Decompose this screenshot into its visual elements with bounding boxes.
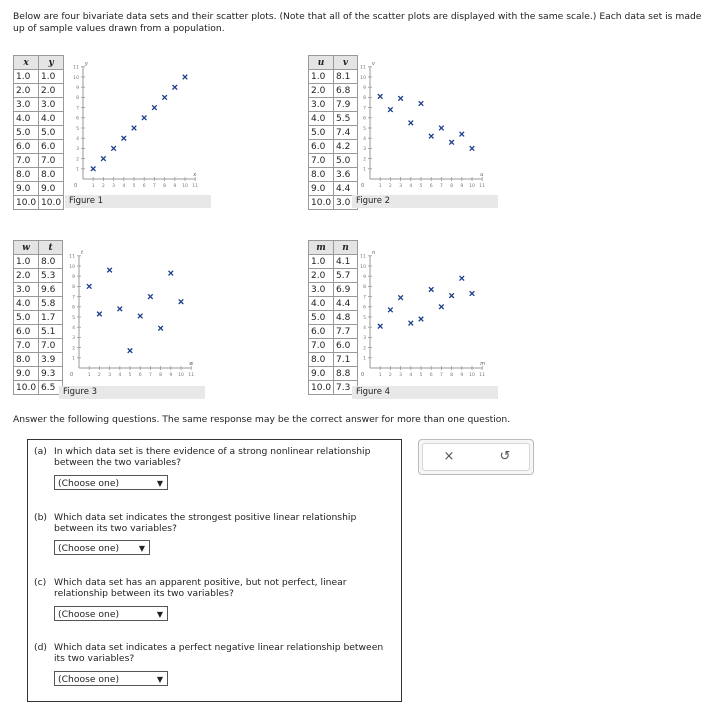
- y-tick-label: 6: [72, 305, 75, 311]
- y-tick-label: 6: [363, 305, 366, 311]
- origin-label: 0: [361, 372, 365, 378]
- col-header: x: [14, 56, 39, 70]
- table-cell: 5.0: [309, 126, 334, 140]
- data-point: [107, 268, 112, 273]
- data-table: [308, 55, 358, 210]
- table-cell: 6.8: [334, 84, 358, 98]
- x-axis-label: x: [193, 172, 197, 178]
- y-tick-label: 3: [363, 147, 366, 153]
- table-cell: 7.7: [334, 325, 358, 339]
- y-tick-label: 3: [76, 147, 79, 153]
- figure-4: [308, 240, 508, 400]
- data-point: [439, 305, 444, 310]
- y-tick-label: 10: [69, 264, 75, 270]
- caret-down-icon: ▼: [156, 479, 163, 488]
- table-cell: 7.9: [334, 98, 358, 112]
- y-tick-label: 9: [72, 275, 75, 280]
- table-cell: 1.0: [309, 70, 334, 84]
- action-panel: [418, 439, 534, 475]
- table-cell: 3.6: [334, 168, 358, 182]
- scatter-plot: [69, 57, 209, 189]
- figure-2: [308, 55, 508, 210]
- y-tick-label: 3: [72, 336, 75, 342]
- data-point: [419, 317, 424, 322]
- data-point: [470, 146, 475, 151]
- x-tick-label: 4: [118, 373, 122, 378]
- table-cell: 7.0: [309, 339, 334, 353]
- y-tick-label: 11: [73, 65, 79, 71]
- y-tick-label: 2: [363, 346, 366, 352]
- table-cell: 8.0: [14, 353, 39, 367]
- x-tick-label: 3: [112, 184, 116, 189]
- table-cell: 5.5: [334, 112, 358, 126]
- table-cell: 3.0: [309, 98, 334, 112]
- data-point: [158, 326, 163, 331]
- x-tick-label: 4: [409, 373, 413, 378]
- x-tick-label: 9: [173, 184, 177, 189]
- question-a: [34, 446, 396, 468]
- x-tick-label: 10: [178, 373, 184, 378]
- data-point: [388, 107, 393, 112]
- y-tick-label: 4: [363, 326, 366, 331]
- table-cell: 9.3: [39, 367, 63, 381]
- x-tick-label: 10: [469, 373, 475, 378]
- y-tick-label: 1: [72, 356, 75, 362]
- table-cell: 7.4: [334, 126, 358, 140]
- y-tick-label: 8: [72, 285, 75, 291]
- x-tick-label: 7: [148, 373, 152, 378]
- table-cell: 6.0: [14, 325, 39, 339]
- table-cell: 7.0: [39, 339, 63, 353]
- x-tick-label: 7: [439, 373, 443, 378]
- x-tick-label: 11: [192, 184, 199, 189]
- table-cell: 7.0: [14, 154, 39, 168]
- table-cell: 7.0: [14, 339, 39, 353]
- table-cell: 4.2: [334, 140, 358, 154]
- table-cell: 3.0: [14, 283, 39, 297]
- data-point: [460, 276, 465, 281]
- table-cell: 5.0: [14, 311, 39, 325]
- x-tick-label: 5: [419, 184, 423, 189]
- table-cell: 5.0: [14, 126, 39, 140]
- x-axis-label: w: [189, 361, 194, 367]
- col-header: t: [39, 241, 63, 255]
- table-cell: 5.0: [334, 154, 358, 168]
- caret-down-icon: ▼: [138, 544, 145, 553]
- table-cell: 6.0: [309, 325, 334, 339]
- question-text: In which data set is there evidence of a strong nonlinear relationship between the two variables?: [54, 446, 371, 468]
- x-tick-label: 2: [97, 373, 101, 378]
- x-tick-label: 1: [378, 373, 382, 378]
- data-point: [429, 134, 434, 139]
- table-cell: 3.0: [39, 98, 64, 112]
- table-cell: 2.0: [14, 269, 39, 283]
- table-cell: 6.0: [309, 140, 334, 154]
- y-axis-label: v: [372, 60, 375, 67]
- question-text: Which data set indicates a perfect negative linear relationship between its two variables?: [54, 642, 384, 664]
- x-tick-label: 1: [378, 184, 382, 189]
- x-tick-label: 3: [108, 373, 112, 378]
- y-tick-label: 2: [72, 346, 75, 352]
- y-tick-label: 4: [363, 137, 366, 142]
- col-header: n: [334, 241, 358, 255]
- x-tick-label: 8: [450, 184, 454, 189]
- col-header: y: [39, 56, 64, 70]
- table-cell: 10.0: [14, 196, 39, 210]
- x-tick-label: 8: [163, 184, 167, 189]
- col-header: w: [14, 241, 39, 255]
- table-cell: 1.0: [309, 255, 334, 269]
- data-table: [308, 240, 358, 395]
- x-tick-label: 6: [138, 373, 142, 378]
- table-cell: 5.3: [39, 269, 63, 283]
- table-cell: 7.0: [39, 154, 64, 168]
- x-tick-label: 11: [479, 373, 486, 378]
- table-cell: 2.0: [309, 84, 334, 98]
- figure-3: [13, 240, 213, 400]
- table-cell: 4.0: [309, 297, 334, 311]
- table-cell: 4.4: [334, 182, 358, 196]
- x-tick-label: 7: [439, 184, 443, 189]
- table-cell: 3.0: [309, 283, 334, 297]
- question-label: (a): [34, 446, 47, 457]
- x-tick-label: 3: [399, 373, 403, 378]
- data-point: [398, 96, 403, 101]
- y-tick-label: 3: [363, 336, 366, 342]
- data-point: [439, 126, 444, 131]
- y-axis-label: n: [372, 249, 376, 256]
- figure-caption: Figure 1: [65, 195, 211, 208]
- y-tick-label: 1: [76, 167, 79, 173]
- data-point: [449, 293, 454, 298]
- y-tick-label: 1: [363, 356, 366, 362]
- data-point: [97, 312, 102, 317]
- x-tick-label: 9: [460, 373, 464, 378]
- scatter-plot: [356, 246, 496, 378]
- data-point: [388, 308, 393, 313]
- table-cell: 3.0: [334, 196, 358, 210]
- y-tick-label: 2: [363, 157, 366, 163]
- y-tick-label: 9: [76, 86, 79, 91]
- x-tick-label: 8: [450, 373, 454, 378]
- select-value: (Choose one): [58, 478, 120, 489]
- y-tick-label: 7: [72, 295, 75, 301]
- y-tick-label: 8: [363, 96, 366, 102]
- table-cell: 2.0: [14, 84, 39, 98]
- scatter-plot: [65, 246, 205, 378]
- data-point: [173, 85, 178, 90]
- data-point: [409, 121, 414, 126]
- table-cell: 9.0: [309, 367, 334, 381]
- origin-label: 0: [70, 372, 74, 378]
- data-point: [142, 116, 147, 121]
- table-cell: 10.0: [309, 196, 334, 210]
- table-cell: 4.0: [14, 112, 39, 126]
- question-label: (c): [34, 577, 47, 588]
- y-tick-label: 11: [360, 65, 366, 71]
- y-tick-label: 10: [73, 75, 79, 81]
- data-point: [111, 146, 116, 151]
- x-tick-label: 8: [159, 373, 163, 378]
- data-point: [449, 140, 454, 145]
- data-point: [118, 307, 123, 312]
- question-text: Which data set indicates the strongest positive linear relationship between its two variables?: [54, 512, 357, 534]
- y-tick-label: 9: [363, 275, 366, 280]
- x-tick-label: 2: [101, 184, 105, 189]
- select-value: (Choose one): [58, 674, 120, 685]
- data-point: [378, 94, 383, 99]
- table-cell: 4.1: [334, 255, 358, 269]
- data-table: [13, 55, 64, 210]
- table-cell: 6.0: [14, 140, 39, 154]
- question-label: (d): [34, 642, 48, 653]
- select-value: (Choose one): [58, 609, 120, 620]
- x-tick-label: 7: [152, 184, 156, 189]
- origin-label: 0: [74, 183, 78, 189]
- data-point: [138, 314, 143, 319]
- question-d: [34, 642, 396, 664]
- data-point: [179, 299, 184, 304]
- table-cell: 6.0: [39, 140, 64, 154]
- x-tick-label: 2: [388, 184, 392, 189]
- scatter-plot: [356, 57, 496, 189]
- table-cell: 4.8: [334, 311, 358, 325]
- data-point: [162, 95, 167, 100]
- data-point: [409, 321, 414, 326]
- data-point: [152, 105, 157, 110]
- question-label: (b): [34, 512, 48, 523]
- table-cell: 8.1: [334, 70, 358, 84]
- data-point: [183, 75, 188, 80]
- table-cell: 3.0: [14, 98, 39, 112]
- y-tick-label: 11: [69, 254, 75, 260]
- y-tick-label: 10: [360, 264, 366, 270]
- table-cell: 10.0: [14, 381, 39, 395]
- table-cell: 4.0: [309, 112, 334, 126]
- x-tick-label: 11: [479, 184, 486, 189]
- table-cell: 1.0: [14, 255, 39, 269]
- origin-label: 0: [361, 183, 365, 189]
- x-tick-label: 6: [429, 373, 433, 378]
- intro-text: Below are four bivariate data sets and their scatter plots. (Note that all of the scatter plots are displayed with the same scale.) Each data set is made up of sample values drawn from a population.: [13, 11, 702, 34]
- table-cell: 1.0: [39, 70, 64, 84]
- data-point: [378, 324, 383, 329]
- x-tick-label: 6: [142, 184, 146, 189]
- table-cell: 1.7: [39, 311, 63, 325]
- table-cell: 9.0: [39, 182, 64, 196]
- close-icon[interactable]: ×: [443, 449, 455, 464]
- y-tick-label: 8: [76, 96, 79, 102]
- table-cell: 8.8: [334, 367, 358, 381]
- answer-note: Answer the following questions. The same response may be the correct answer for more than one question.: [13, 414, 511, 425]
- col-header: u: [309, 56, 334, 70]
- x-tick-label: 5: [132, 184, 136, 189]
- x-tick-label: 2: [388, 373, 392, 378]
- data-point: [148, 294, 153, 299]
- table-cell: 9.0: [14, 182, 39, 196]
- answer-select-a[interactable]: [54, 475, 168, 490]
- data-point: [460, 132, 465, 137]
- x-tick-label: 6: [429, 184, 433, 189]
- question-text: Which data set has an apparent positive, but not perfect, linear relationship between its two variables?: [54, 577, 347, 599]
- y-axis-label: t: [81, 249, 83, 256]
- y-tick-label: 5: [76, 126, 79, 132]
- table-cell: 10.0: [309, 381, 334, 395]
- x-tick-label: 4: [122, 184, 126, 189]
- x-tick-label: 11: [188, 373, 195, 378]
- y-axis-label: y: [85, 60, 88, 67]
- undo-icon[interactable]: ↺: [499, 449, 511, 464]
- figure-caption: Figure 3: [59, 386, 205, 399]
- table-cell: 5.7: [334, 269, 358, 283]
- y-tick-label: 5: [363, 315, 366, 321]
- y-tick-label: 11: [360, 254, 366, 260]
- table-cell: 7.3: [334, 381, 358, 395]
- y-tick-label: 4: [72, 326, 75, 331]
- data-point: [101, 156, 106, 161]
- table-cell: 5.1: [39, 325, 63, 339]
- table-cell: 10.0: [39, 196, 64, 210]
- y-tick-label: 5: [72, 315, 75, 321]
- table-cell: 4.0: [39, 112, 64, 126]
- caret-down-icon: ▼: [156, 675, 163, 684]
- table-cell: 9.0: [14, 367, 39, 381]
- data-point: [91, 167, 96, 172]
- col-header: v: [334, 56, 358, 70]
- table-cell: 2.0: [309, 269, 334, 283]
- table-cell: 9.6: [39, 283, 63, 297]
- answer-select-b[interactable]: [54, 540, 150, 555]
- data-point: [169, 271, 174, 276]
- select-value: (Choose one): [58, 543, 120, 554]
- x-tick-label: 3: [399, 184, 403, 189]
- x-axis-label: m: [480, 361, 486, 367]
- y-tick-label: 1: [363, 167, 366, 173]
- figure-caption: Figure 4: [352, 386, 498, 399]
- x-tick-label: 10: [469, 184, 475, 189]
- answer-select-d[interactable]: [54, 671, 168, 686]
- y-tick-label: 2: [76, 157, 79, 163]
- table-cell: 8.0: [309, 168, 334, 182]
- table-cell: 6.9: [334, 283, 358, 297]
- data-point: [87, 284, 92, 289]
- caret-down-icon: ▼: [156, 610, 163, 619]
- table-cell: 5.0: [309, 311, 334, 325]
- table-cell: 8.0: [39, 255, 63, 269]
- table-cell: 8.0: [14, 168, 39, 182]
- y-tick-label: 10: [360, 75, 366, 81]
- data-point: [419, 101, 424, 106]
- y-tick-label: 7: [363, 295, 366, 301]
- data-table: [13, 240, 63, 395]
- x-tick-label: 5: [419, 373, 423, 378]
- table-cell: 1.0: [14, 70, 39, 84]
- data-point: [132, 126, 137, 131]
- figure-caption: Figure 2: [352, 195, 498, 208]
- table-cell: 4.0: [14, 297, 39, 311]
- x-tick-label: 1: [91, 184, 95, 189]
- table-cell: 2.0: [39, 84, 64, 98]
- answer-select-c[interactable]: [54, 606, 168, 621]
- data-point: [429, 287, 434, 292]
- x-tick-label: 10: [182, 184, 188, 189]
- table-cell: 6.0: [334, 339, 358, 353]
- y-tick-label: 5: [363, 126, 366, 132]
- y-tick-label: 9: [363, 86, 366, 91]
- table-cell: 6.5: [39, 381, 63, 395]
- y-tick-label: 8: [363, 285, 366, 291]
- table-cell: 9.0: [309, 182, 334, 196]
- table-cell: 5.0: [39, 126, 64, 140]
- question-b: [34, 512, 396, 534]
- table-cell: 3.9: [39, 353, 63, 367]
- x-tick-label: 9: [169, 373, 173, 378]
- table-cell: 7.1: [334, 353, 358, 367]
- question-c: [34, 577, 396, 599]
- questions-panel: [27, 439, 402, 702]
- figure-1: [13, 55, 213, 210]
- x-tick-label: 4: [409, 184, 413, 189]
- y-tick-label: 7: [363, 106, 366, 112]
- x-axis-label: u: [480, 172, 484, 178]
- table-cell: 8.0: [309, 353, 334, 367]
- x-tick-label: 5: [128, 373, 132, 378]
- col-header: m: [309, 241, 334, 255]
- y-tick-label: 4: [76, 137, 79, 142]
- data-point: [470, 291, 475, 296]
- y-tick-label: 7: [76, 106, 79, 112]
- y-tick-label: 6: [76, 116, 79, 122]
- x-tick-label: 1: [87, 373, 91, 378]
- table-cell: 8.0: [39, 168, 64, 182]
- table-cell: 7.0: [309, 154, 334, 168]
- data-point: [398, 295, 403, 300]
- y-tick-label: 6: [363, 116, 366, 122]
- table-cell: 5.8: [39, 297, 63, 311]
- data-point: [128, 348, 133, 353]
- data-point: [122, 136, 127, 141]
- table-cell: 4.4: [334, 297, 358, 311]
- x-tick-label: 9: [460, 184, 464, 189]
